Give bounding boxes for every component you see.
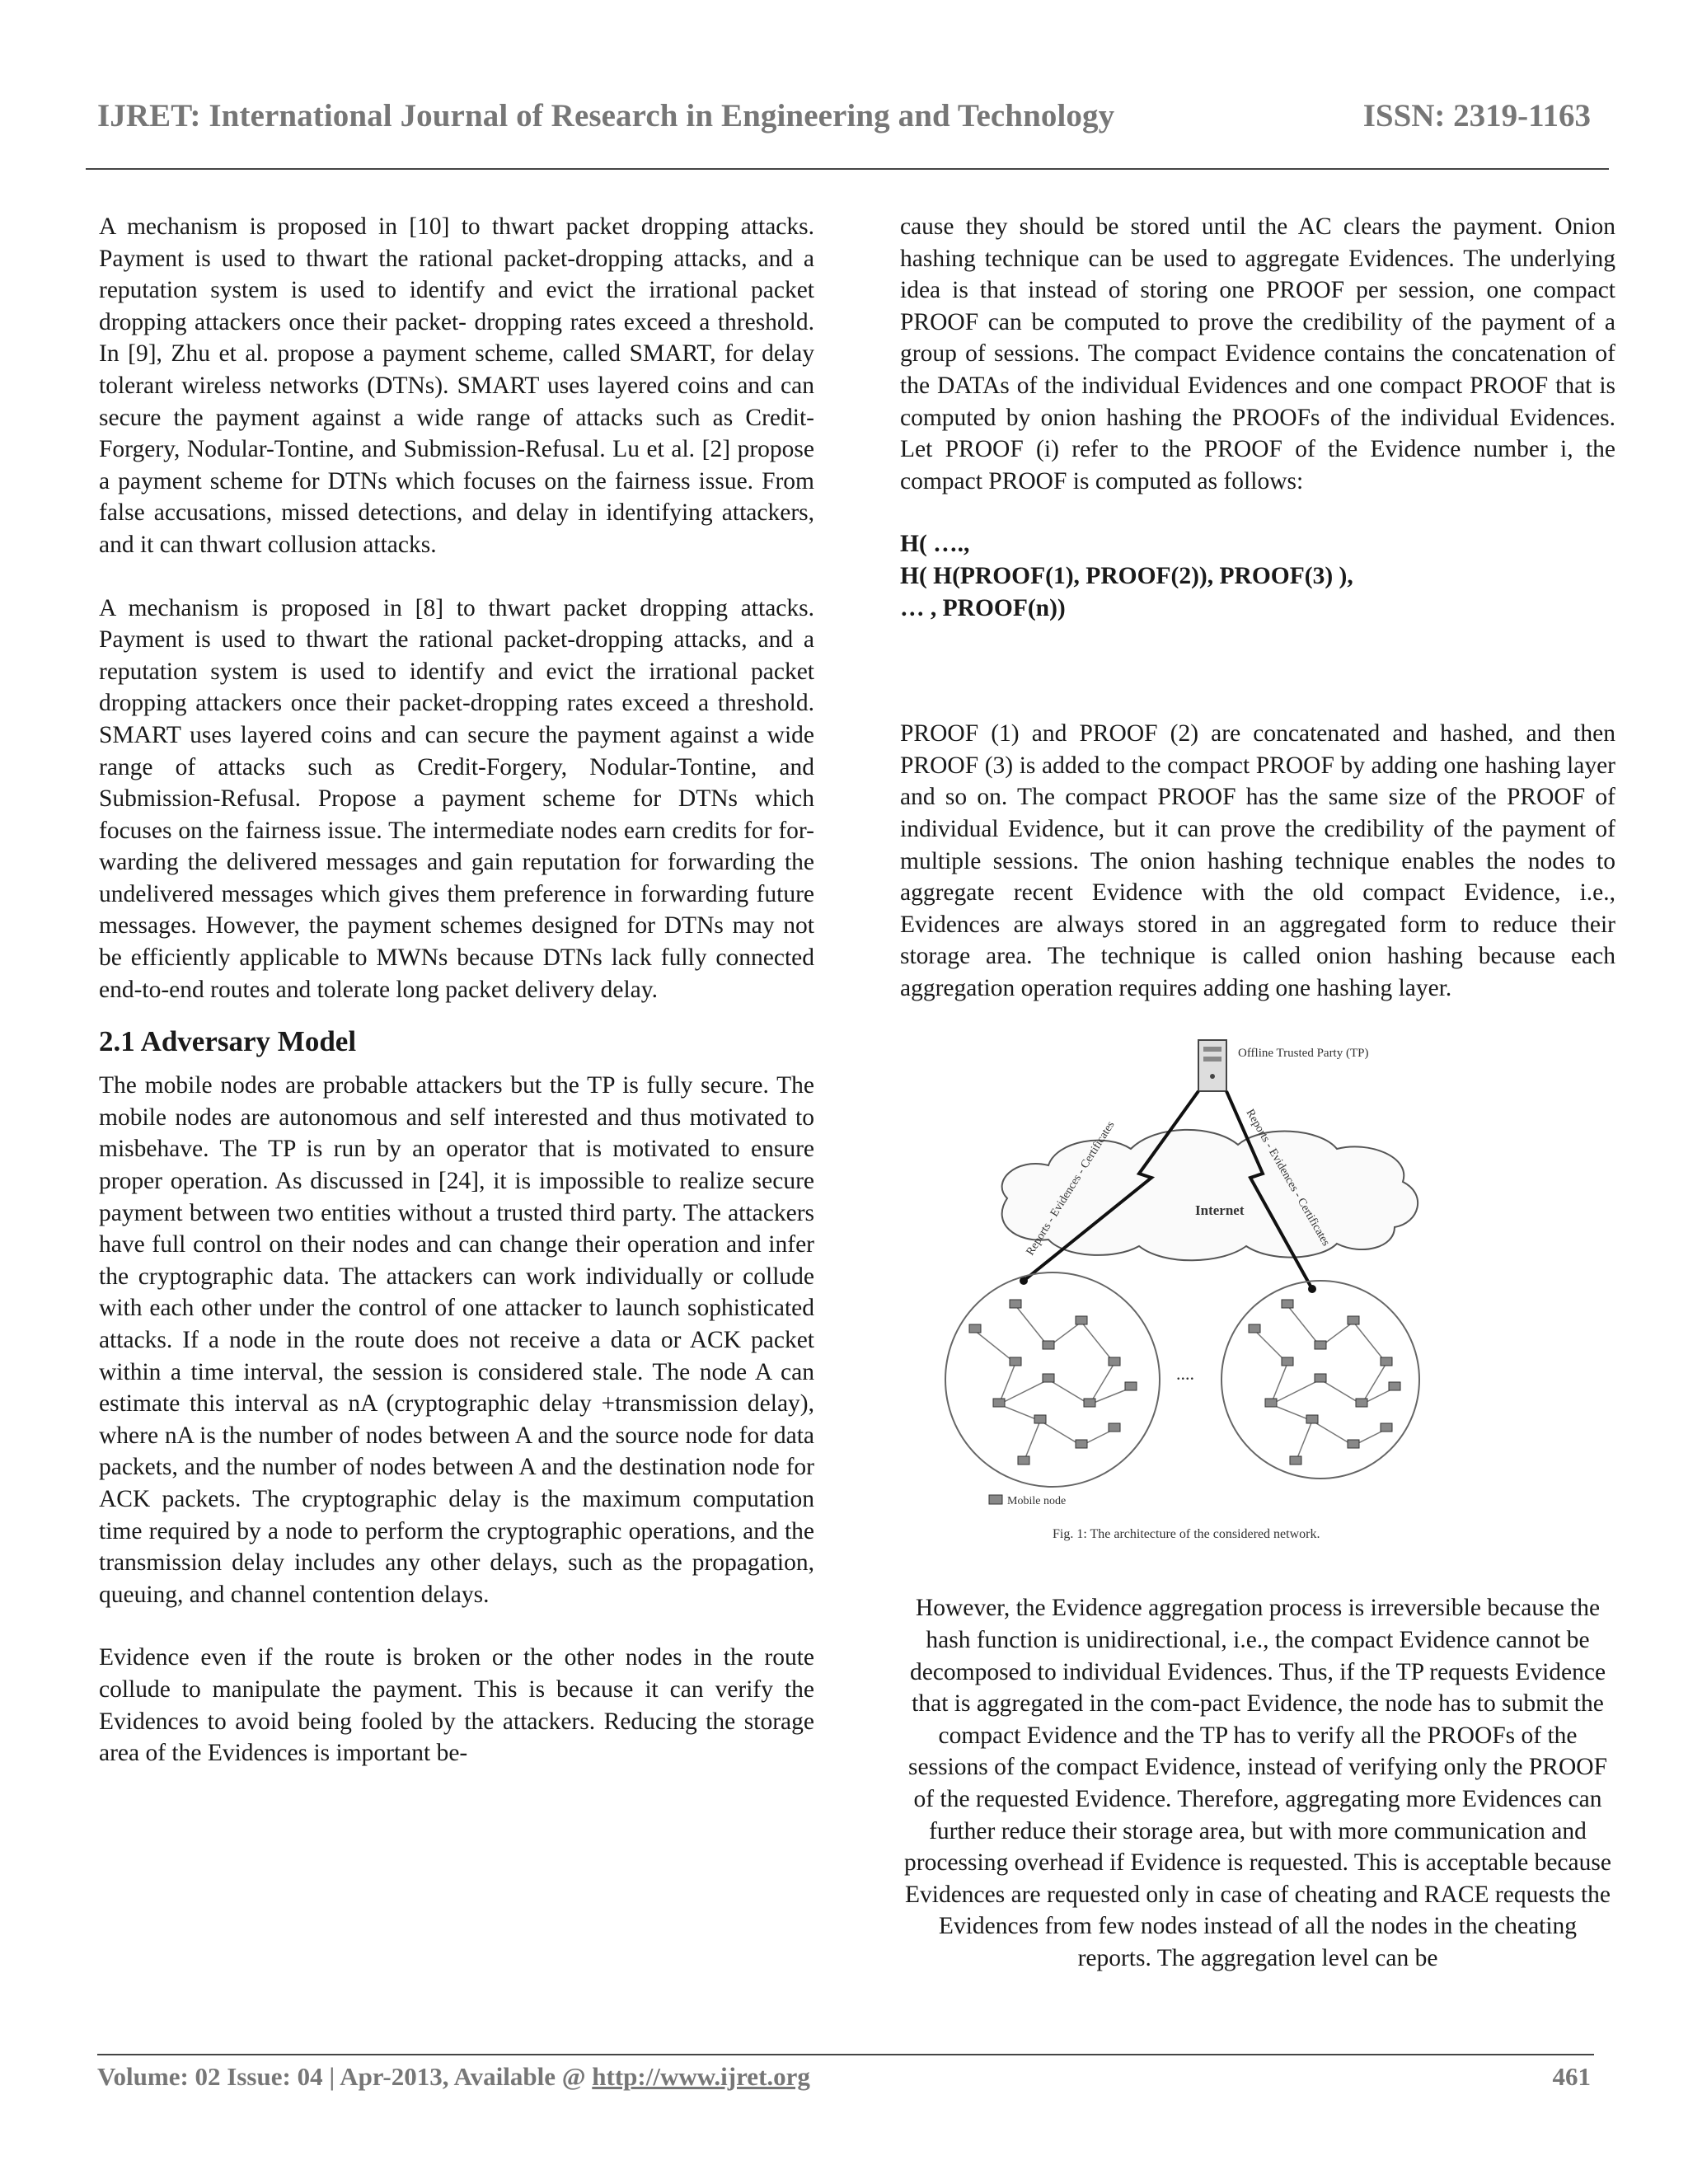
internet-label: Internet	[1195, 1202, 1245, 1219]
paragraph: Evidence even if the route is broken or the other nodes in the route collude to manipulate the payment. This is because it can verify the Evidences to avoid being fooled by the attackers. Reducing the storage area of the Evidences is important be-	[99, 1644, 814, 1767]
mobile-node-icon	[989, 1495, 1002, 1504]
link-endpoint	[1308, 1285, 1316, 1293]
page-number: 461	[1552, 2062, 1591, 2091]
footer-rule	[97, 2054, 1594, 2055]
paragraph: However, the Evidence aggregation process is irreversible because the hash function is unidirectional, i.e., the compact Evidence cannot be decomposed to individual Evidences. Thus, if the TP requests Evidence that is aggregated in the com-pact Evidence, the node has to submit the compact Evidence and the TP has to verify all the PROOFs of the sessions of the compact Evidence, instead of verifying only the PROOF of the requested Evidence. Therefore, aggregating more Evidences can further reduce their storage area, but with more communication and processing overhead if Evidence is requested. This is acceptable because Evidences are requested only in case of cheating and RACE requests the Evidences from few nodes instead of all the nodes in the cheating reports. The aggregation level can be	[904, 1595, 1611, 1971]
formula-line: H( ….,	[900, 531, 970, 558]
paragraph: PROOF (1) and PROOF (2) are concatenated and hashed, and then PROOF (3) is added to the compact PROOF by adding one hashing layer and so on. The compact PROOF has the same size of the PROOF of individual Evidence, but it can prove the credibility of the payment of multiple sessions. The onion hashing technique enables the nodes to aggregate recent Evidence with the old compact Evidence, i.e., Evidences are always stored in an aggregated form to reduce their storage area. The technique is called onion hashing because each aggregation operation requires adding one hashing layer.	[900, 720, 1615, 1001]
issn: ISSN: 2319-1163	[1362, 98, 1591, 134]
right-link-label: Reports - Evidences - Certificates	[1243, 1107, 1332, 1249]
right-network-links	[1254, 1305, 1395, 1462]
left-link-label: Reports - Evidences - Certificates	[1024, 1119, 1118, 1258]
right-column	[900, 211, 1615, 1975]
legend-label: Mobile node	[1007, 1495, 1067, 1508]
left-network-nodes	[969, 1300, 1137, 1465]
server-icon	[1198, 1040, 1226, 1091]
left-network-links	[974, 1305, 1131, 1462]
network-architecture-figure	[900, 1033, 1615, 1561]
paragraph: A mechanism is proposed in [10] to thwart packet dropping attacks. Payment is used to thwart the rational packet-dropping attacks, and a reputation system is used to identify and evict the irrational packet dropping attackers once their packet- dropping rates exceed a threshold. In [9], Zhu et al. propose a payment scheme, called SMART, for delay tolerant wireless networks (DTNs). SMART uses layered coins and can secure the payment against a wide range of attacks such as Credit-Forgery, Nodular-Tontine, and Submission-Refusal. Lu et al. [2] propose a payment scheme for DTNs which focuses on the fairness issue. From false accusations, missed detections, and delay in identifying attackers, and it can thwart collusion attacks.	[99, 213, 814, 558]
footer-volume-text: Volume: 02 Issue: 04 | Apr-2013, Available @	[97, 2062, 593, 2091]
right-network-nodes	[1249, 1300, 1400, 1465]
figure-caption: Fig. 1: The architecture of the considered network.	[1053, 1527, 1320, 1542]
journal-title: IJRET: International Journal of Research in Engineering and Technology	[97, 98, 1115, 134]
formula-line: H( H(PROOF(1), PROOF(2)), PROOF(3) ),	[900, 562, 1353, 589]
paragraph: A mechanism is proposed in [8] to thwart packet dropping attacks. Payment is used to thwart the rational packet-dropping attacks, and a reputation system is used to identify and evict the irrational packet dropping attackers once their packet-dropping rates exceed a threshold. SMART uses layered coins and can secure the payment against a wide range of attacks such as Credit-Forgery, Nodular-Tontine, and Submission-Refusal. Propose a payment scheme for DTNs which focuses on the fairness issue. The intermediate nodes earn credits for for-warding the delivered messages and gain reputation for forwarding the undelivered messages which gives them preference in forwarding future messages. However, the payment schemes designed for DTNs may not be efficiently applicable to MWNs because DTNs lack fully connected end-to-end routes and tolerate long packet delivery delay.	[99, 594, 814, 1003]
formula-line: … , PROOF(n))	[900, 594, 1066, 621]
footer-url-link[interactable]: http://www.ijret.org	[592, 2062, 810, 2091]
tp-label: Offline Trusted Party (TP)	[1238, 1047, 1369, 1061]
left-column	[99, 211, 814, 1769]
footer-volume	[97, 2062, 810, 2092]
paragraph: The mobile nodes are probable attackers but the TP is fully secure. The mobile nodes are autonomous and self interested and thus motivated to misbehave. The TP is run by an operator that is motivated to ensure proper operation. As discussed in [24], it is impossible to realize secure payment between two entities without a trusted third party. The attackers have full control on their nodes and can change their operation and infer the cryptographic data. The attackers can work individually or collude with each other under the control of one attacker to launch sophisticated attacks. If a node in the route does not receive a data or ACK packet within a time interval, the session is considered stale. The node A can estimate this interval as nA (cryptographic delay +transmission delay), where nA is the number of nodes between A and the source node for data packets, and the number of nodes between A and the destination node for ACK packets. The cryptographic delay is the maximum computation time required by a node to perform the cryptographic operations, and the transmission delay includes any other delays, such as the propagation, queuing, and channel contention delays.	[99, 1072, 814, 1608]
network-diagram	[900, 1033, 1615, 1561]
header-rule	[86, 168, 1609, 170]
ellipsis: ....	[1176, 1363, 1194, 1385]
section-heading: 2.1 Adversary Model	[99, 1025, 357, 1058]
paragraph: cause they should be stored until the AC clears the payment. Onion hashing technique can be used to aggregate Evidences. The underlying idea is that instead of storing one PROOF per session, one compact PROOF can be computed to prove the credibility of the payment of a group of sessions. The compact Evidence contains the concatenation of the DATAs of the individual Evidences and one compact PROOF that is computed by onion hashing the PROOFs of the individual Evidences. Let PROOF (i) refer to the PROOF of the Evidence number i, the compact PROOF is computed as follows:	[900, 213, 1615, 494]
